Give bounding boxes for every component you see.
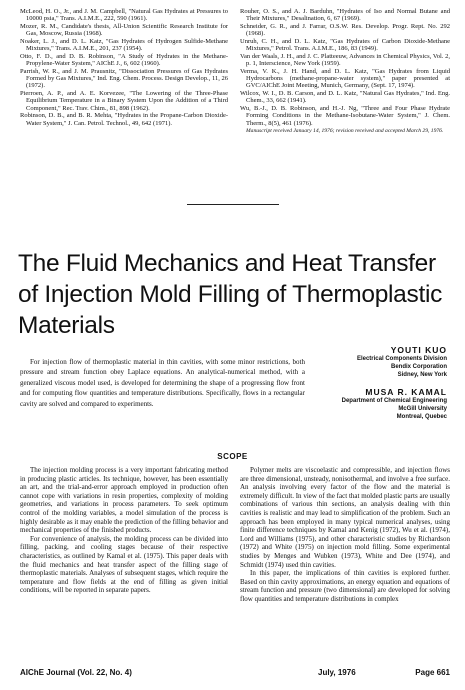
- body-paragraph: The injection molding process is a very important fabricating method in producing plastic articles. Its technique, however, has been essentially an art, and the trial-and-error approach employed in production often cannot cope with variations in resin properties, complexity of molding geometries, and variations in process parameters. To seek optimum control of the molding variables, a model simulation of the process is highly desirable as it may enable the prediction of the filling behavior and mechanical properties of the finished products.: [20, 466, 228, 535]
- reference-item: Wilcox, W. I., D. B. Carson, and D. L. Katz, "Natural Gas Hydrates," Ind. Eng. Chem., 33, 662 (1941).: [240, 90, 450, 105]
- author-affiliation: Electrical Components Division: [356, 356, 447, 362]
- author-block: [287, 345, 447, 380]
- page-number: Page 661: [415, 668, 450, 677]
- reference-item: Verma, V. K., J. H. Hand, and D. L. Katz, "Gas Hydrates from Liquid Hydrocarbons (methane-propane-water system)," paper presented at GVC/AIChE Joint Meeting, Munich, Germany, (Sept. 17, 1974).: [240, 68, 450, 90]
- reference-item: Parrish, W. R., and J. M. Prausnitz, "Dissociation Pressures of Gas Hydrates Formed by Gas Mixtures," Ind. Eng. Chem. Process. Design Develop., 11, 26 (1972).: [20, 68, 228, 90]
- body-left-column: [20, 466, 228, 595]
- reference-item: Schneider, G. R., and J. Farrar, O.S.W. Res. Develop. Progr. Rept. No. 292 (1968).: [240, 23, 450, 38]
- author-affiliation: McGill University: [398, 406, 447, 413]
- author-affiliation: Sidney, New York: [397, 372, 447, 379]
- reference-item: Unruh, C. H., and D. L. Katz, "Gas Hydrates of Carbon Dioxide-Methane Mixtures," Petrol. Trans. A.I.M.E., 186, 83 (1949).: [240, 38, 450, 53]
- body-paragraph: For convenience of analysis, the molding process can be divided into filling, packing, and cooling stages because of their respective characteristics, as outlined by Kamal et al. (1975). This paper deals with the fluid mechanics and heat transfer aspect of the filling stage of thermoplastic materials. Analyses of subsequent stages, which require the temperature and flow fields at the end of filling as given initial conditions, will be reported in separate papers.: [20, 534, 228, 595]
- section-divider: [187, 204, 279, 205]
- journal-name: AIChE Journal (Vol. 22, No. 4): [20, 668, 132, 677]
- abstract: For injection flow of thermoplastic material in thin cavities, with some minor restrictions, both pressure and stream function obey Laplace equations. An analytical-numerical method, with a generalized viscous model used, is developed for determining the shape of a progressing flow front and for computing flow quantities and temperature distributions. Specifically, flows in a rectangular cavity are solved and compared to experiments.: [20, 358, 305, 408]
- issue-date: July, 1976: [318, 668, 356, 677]
- manuscript-received-note: Manuscript received January 14, 1976; revision received and accepted March 29, 1976.: [246, 127, 444, 134]
- reference-item: Otto, F. D., and D. B. Robinson, "A Study of Hydrates in the Methane-Propylene-Water System," AIChE J., 6, 602 (1960).: [20, 53, 228, 68]
- article-title: The Fluid Mechanics and Heat Transfer of Injection Mold Filling of Thermoplastic Materials: [18, 250, 443, 339]
- author-affiliation: Bendix Corporation: [390, 364, 447, 371]
- references-right-column: [240, 8, 450, 140]
- author-affiliation: Department of Chemical Engineering: [341, 398, 447, 404]
- reference-item: Van der Waals, J. H., and J. C. Platteeuw, Advances in Chemical Physics, Vol. 2, p. 1, Interscience, New York (1959).: [240, 53, 450, 68]
- reference-item: McLeod, H. O., Jr., and J. M. Campbell, "Natural Gas Hydrates at Pressures to 10000 psia," Trans. A.I.M.E., 222, 590 (1961).: [20, 8, 228, 23]
- section-heading: SCOPE: [217, 452, 248, 461]
- author-block: [287, 387, 447, 422]
- reference-item: Robinson, D. B., and B. R. Mehta, "Hydrates in the Propane-Carbon Dioxide-Water System," J. Can. Petrol. Technol., 49, 642 (1971).: [20, 112, 228, 127]
- body-right-column: [240, 466, 450, 604]
- reference-item: Pierroen, A. P., and A. E. Korvezee, "The Lowering of the Three-Phase Equilibrium Temperature in a Binary System Upon the Addition of a Third Component," Rec. Trav. Chim., 81, 898 (1962).: [20, 90, 228, 112]
- body-paragraph: In this paper, the implications of thin cavities is explored further. Based on thin cavity approximations, an energy equation and equations of stream function and pressure (two dimensional) are developed for solving flow quantities and temperature distributions in complex: [240, 569, 450, 603]
- author-affiliation: Montreal, Quebec: [396, 414, 447, 421]
- reference-item: Rouher, O. S., and A. J. Barduhn, "Hydrates of Iso and Normal Butane and Their Mixtures," Desalination, 6, 67 (1969).: [240, 8, 450, 23]
- references-left-column: [20, 8, 228, 127]
- reference-item: Wu, B.-J., D. B. Robinson, and H.-J. Ng, "Three and Four Phase Hydrate Forming Conditions in the Methane-Isobutane-Water System," J. Chem. Therm., 8(5), 461 (1976).: [240, 105, 450, 127]
- reference-item: Noaker, L. J., and D. L. Katz, "Gas Hydrates of Hydrogen Sulfide-Methane Mixtures," Trans. A.I.M.E., 201, 237 (1954).: [20, 38, 228, 53]
- reference-item: Mozer, R. M., Candidate's thesis, All-Union Scientific Research Institute for Gas, Moscow, Russia (1968).: [20, 23, 228, 38]
- body-paragraph: Polymer melts are viscoelastic and compressible, and injection flows are three dimensional, unsteady, nonisothermal, and involve a free surface. An analysis involving every factor of the flow and the material is extremely difficult. In view of the fact that molded plastic parts are usually combinations of various thin sections, an analysis dealing with thin cavities is realistic and may lead to simplification of the problem. Such an approach has been employed in many typical numerical analyses, using finite difference techniques by Kamal and Kenig (1972), Wu et al. (1974), Lord and Williams (1975), and other characteristic studies by Richardson (1972) and White (1975) on injection mold filling. Some experimental studies by Menges and Wubken (1973), White and Dee (1974), and Schmidt (1974) used thin cavities.: [240, 466, 450, 569]
- author-name: YOUTI KUO: [390, 345, 447, 355]
- author-name: MUSA R. KAMAL: [365, 387, 447, 397]
